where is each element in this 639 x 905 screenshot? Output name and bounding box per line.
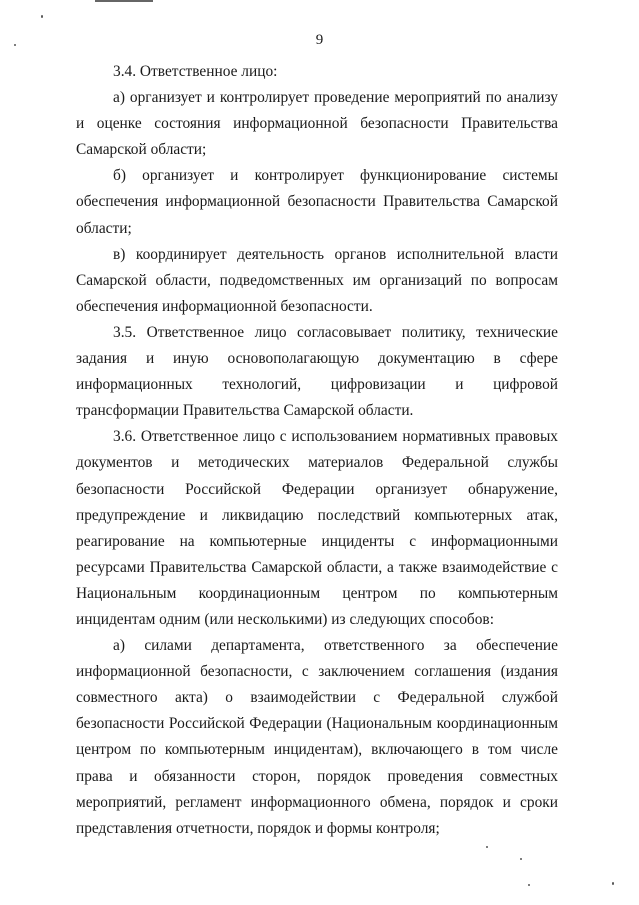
scan-speck [520,858,522,860]
scan-speck [41,15,43,18]
paragraph-3-5: 3.5. Ответственное лицо согласовывает политику, технические задания и иную основополагающую документацию в сфере информационных технологий, цифровизации и цифровой трансформации Правительства Самарской области. [76,323,558,420]
paragraph-3-4-heading: 3.4. Ответственное лицо: [113,63,278,80]
paragraph-3-4-c: в) координирует деятельность органов исполнительной власти Самарской области, подведомственных им организаций по вопросам обеспечения информационной безопасности. [76,245,558,315]
scan-speck [486,846,488,848]
paragraph-3-6-a: а) силами департамента, ответственного за обеспечение информационной безопасности, с заключением соглашения (издания совместного акта) о взаимодействии с Федеральной службой безопасности Российской Федерации (Национальным координационным центром по компьютерным инцидентам), включающего в том числе права и обязанности сторон, порядок проведения совместных мероприятий, регламент информационного обмена, порядок и сроки представления отчетности, порядок и формы контроля; [76,637,558,837]
paragraph-3-4-b: б) организует и контролирует функционирование системы обеспечения информационной безопасности Правительства Самарской области; [76,167,558,237]
paragraph-3-4-a: а) организует и контролирует проведение мероприятий по анализу и оценке состояния информационной безопасности Правительства Самарской области; [76,89,558,159]
page-number: 9 [315,32,324,48]
scan-artifact-line [95,0,153,2]
scan-speck [528,884,530,886]
scan-speck [612,882,614,885]
document-body [76,59,558,842]
paragraph-3-6: 3.6. Ответственное лицо с использованием нормативных правовых документов и методических материалов Федеральной службы безопасности Российской Федерации организует обнаружение, предупреждение и ликвидацию последствий компьютерных атак, реагирование на компьютерные инциденты с информационными ресурсами Правительства Самарской области, а также взаимодействие с Национальным координационным центром по компьютерным инцидентам одним (или несколькими) из следующих способов: [76,428,558,628]
